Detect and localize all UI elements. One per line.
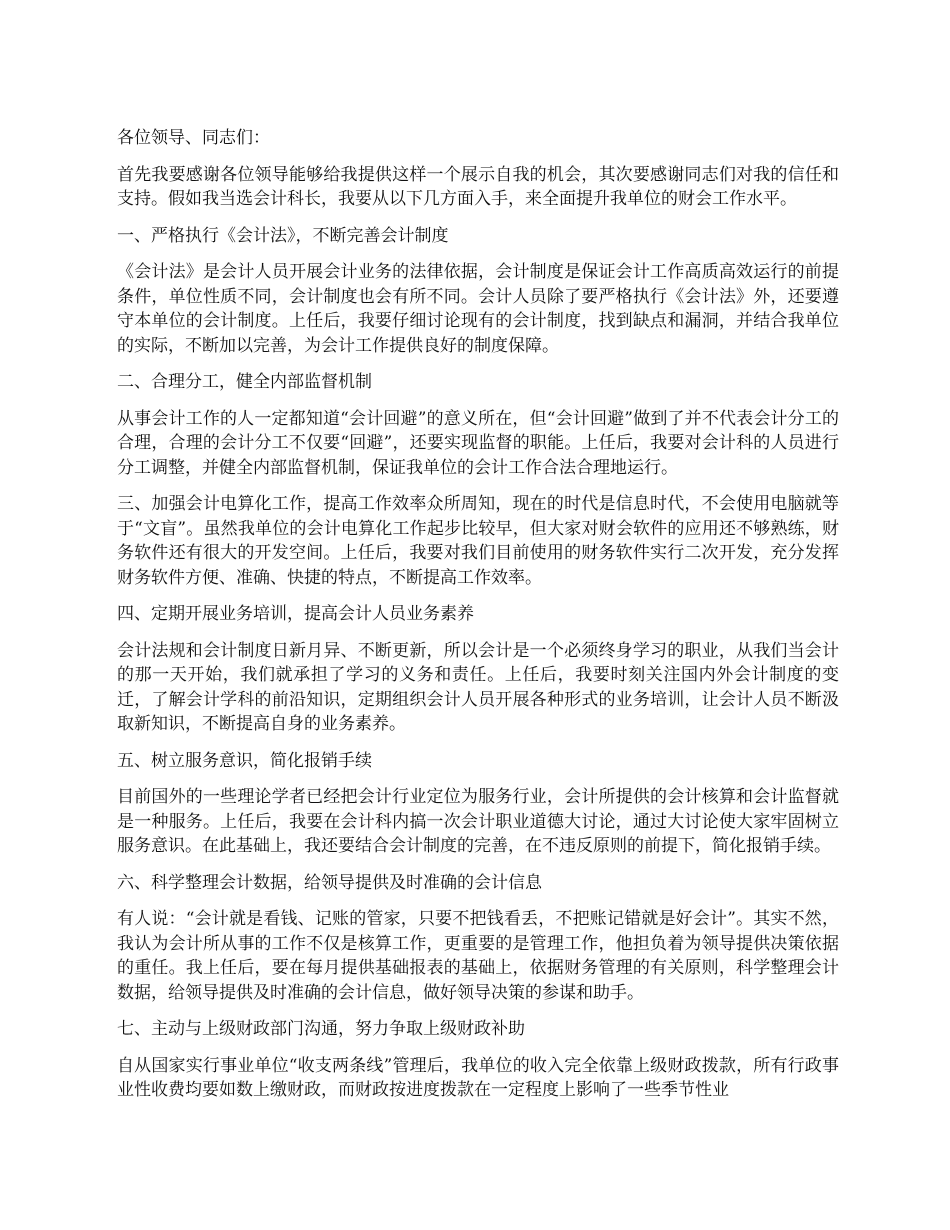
section-1-heading: 一、严格执行《会计法》，不断完善会计制度 [117, 225, 449, 246]
document-page [117, 126, 839, 1115]
salutation: 各位领导、同志们： [117, 128, 270, 148]
section-2-heading: 二、合理分工，健全内部监督机制 [117, 372, 372, 392]
section-6-heading: 六、科学整理会计数据，给领导提供及时准确的会计信息 [117, 872, 542, 893]
section-2-body: 从事会计工作的人一定都知道“会计回避”的意义所在，但“会计回避”做到了并不代表会计分工的合理，合理的会计分工不仅要“回避”，还要实现监督的职能。上任后，我要对会计科的人员进行分工调整，并健全内部监督机制，保证我单位的会计工作合法合理地运行。 [117, 408, 839, 478]
section-4-body: 会计法规和会计制度日新月异、不断更新，所以会计是一个必须终身学习的职业，从我们当会计的那一天开始，我们就承担了学习的义务和责任。上任后，我要时刻关注国内外会计制度的变迁，了解会计学科的前沿知识，定期组织会计人员开展各种形式的业务培训，让会计人员不断汲取新知识，不断提高自身的业务素养。 [117, 640, 839, 734]
intro-paragraph: 首先我要感谢各位领导能够给我提供这样一个展示自我的机会，其次要感谢同志们对我的信任和支持。假如我当选会计科长，我要从以下几方面入手，来全面提升我单位的财会工作水平。 [117, 164, 839, 209]
section-4-heading: 四、定期开展业务培训，提高会计人员业务素养 [117, 604, 474, 624]
section-7-body: 自从国家实行事业单位“收支两条线”管理后，我单位的收入完全依靠上级财政拨款，所有行政事业性收费均要如数上缴财政，而财政按进度拨款在一定程度上影响了一些季节性业 [117, 1055, 839, 1100]
section-3-body: 三、加强会计电算化工作，提高工作效率众所周知，现在的时代是信息时代，不会使用电脑就等于“文盲”。虽然我单位的会计电算化工作起步比较早，但大家对财会软件的应用还不够熟练，财务软件还有很大的开发空间。上任后，我要对我们目前使用的财务软件实行二次开发，充分发挥财务软件方便、准确、快捷的特点，不断提高工作效率。 [117, 494, 839, 588]
section-6-body: 有人说：“会计就是看钱、记账的管家，只要不把钱看丢，不把账记错就是好会计”。其实不然，我认为会计所从事的工作不仅是核算工作，更重要的是管理工作，他担负着为领导提供决策依据的重任。我上任后，要在每月提供基础报表的基础上，依据财务管理的有关原则，科学整理会计数据，给领导提供及时准确的会计信息，做好领导决策的参谋和助手。 [117, 909, 839, 1003]
section-5-body: 目前国外的一些理论学者已经把会计行业定位为服务行业，会计所提供的会计核算和会计监督就是一种服务。上任后，我要在会计科内搞一次会计职业道德大讨论，通过大讨论使大家牢固树立服务意识。在此基础上，我还要结合会计制度的完善，在不违反原则的前提下，简化报销手续。 [117, 787, 839, 856]
section-5-heading: 五、树立服务意识，简化报销手续 [117, 750, 372, 771]
section-1-body: 《会计法》是会计人员开展会计业务的法律依据，会计制度是保证会计工作高质高效运行的前提条件，单位性质不同，会计制度也会有所不同。会计人员除了要严格执行《会计法》外，还要遵守本单位的会计制度。上任后，我要仔细讨论现有的会计制度，找到缺点和漏洞，并结合我单位的实际，不断加以完善，为会计工作提供良好的制度保障。 [117, 262, 839, 356]
section-7-heading: 七、主动与上级财政部门沟通，努力争取上级财政补助 [117, 1019, 525, 1039]
